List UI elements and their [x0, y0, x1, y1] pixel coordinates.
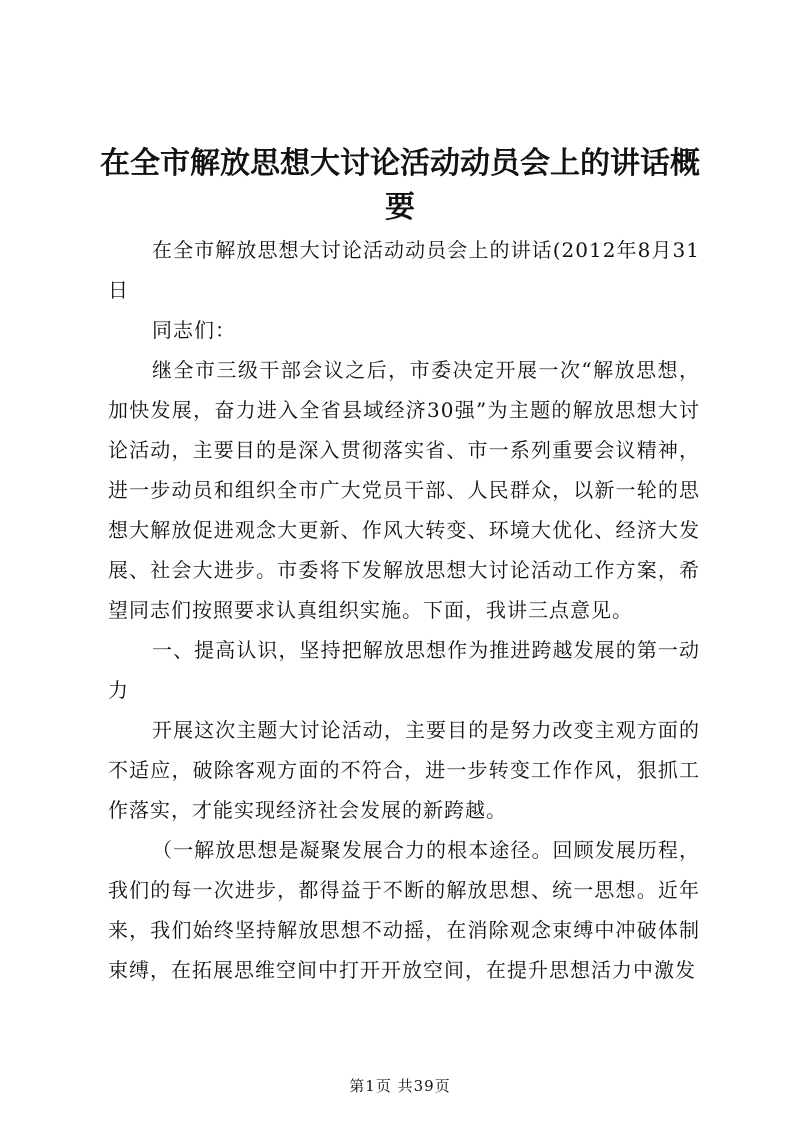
document-title: 在全市解放思想大讨论活动动员会上的讲话概要 — [100, 146, 700, 225]
paragraph-introduction: 继全市三级干部会议之后，市委决定开展一次“解放思想，加快发展，奋力进入全省县域经济30强”为主题的解放思想大讨论活动，主要目的是深入贯彻落实省、市一系列重要会议精神，进一步动员和组织全市广大党员干部、人民群众，以新一轮的思想大解放促进观念大更新、作风大转变、环境大优化、经济大发展、社会大进步。市委将下发解放思想大讨论活动工作方案，希望同志们按照要求认真组织实施。下面，我讲三点意见。 — [108, 358, 700, 622]
paragraph-salutation: 同志们： — [152, 318, 236, 342]
paragraph-subsection-1: （一解放思想是凝聚发展合力的根本途径。回顾发展历程，我们的每一次进步，都得益于不断的解放思想、统一思想。近年来，我们始终坚持解放思想不动摇，在消除观念束缚中冲破体制束缚，在拓展思维空间中打开开放空间，在提升思想活力中激发 — [108, 838, 700, 982]
page-number-footer: 第1页 共39页 — [349, 1077, 451, 1095]
document-body — [108, 230, 700, 990]
paragraph-section-1-intro: 开展这次主题大讨论活动，主要目的是努力改变主观方面的不适应，破除客观方面的不符合，进一步转变工作作风，狠抓工作落实，才能实现经济社会发展的新跨越。 — [108, 718, 700, 822]
section-heading-1: 一、提高认识，坚持把解放思想作为推进跨越发展的第一动力 — [108, 638, 700, 702]
paragraph-speech-date: 在全市解放思想大讨论活动动员会上的讲话(2012年8月31日 — [108, 238, 700, 302]
